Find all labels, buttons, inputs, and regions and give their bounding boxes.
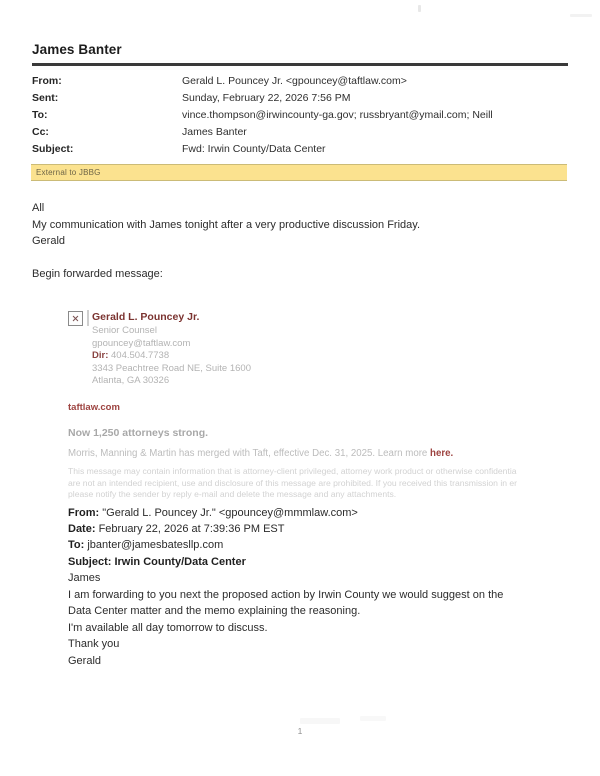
forwarded-header-label: Subject: [68, 555, 112, 568]
signature-address-line-2: Atlanta, GA 30326 [92, 375, 170, 387]
forwarded-message-body [68, 570, 548, 670]
merger-learn-more-link[interactable]: here. [430, 448, 454, 459]
header-row-from [32, 74, 572, 90]
external-sender-banner [31, 164, 567, 181]
title-divider [32, 63, 568, 66]
disclaimer-line: please notify the sender by reply e-mail and delete the message and any attachments. [68, 489, 397, 500]
email-header-fields [32, 74, 572, 159]
page-number: 1 [297, 726, 303, 736]
body-line: My communication with James tonight after a very productive discussion Friday. [32, 218, 421, 231]
forwarded-header-value: jbanter@jamesbatesllp.com [87, 539, 224, 552]
body-line: James [68, 572, 101, 584]
signature-details [92, 325, 568, 388]
scan-artifact [360, 716, 386, 721]
scan-artifact [300, 718, 340, 724]
header-label: Sent: [32, 92, 59, 104]
email-signature-block [68, 310, 568, 388]
signature-phone-number: 404.504.7738 [111, 350, 170, 362]
header-row-cc [32, 125, 572, 141]
forwarded-header-label: To: [68, 539, 85, 552]
body-line: Gerald [32, 235, 66, 247]
merger-notice-text: Morris, Manning & Martin has merged with Taft, effective Dec. 31, 2025. Learn more [68, 448, 431, 459]
signature-website-link[interactable]: taftlaw.com [68, 402, 120, 413]
forwarded-header-value: Irwin County/Data Center [114, 555, 246, 568]
header-row-subject [32, 142, 572, 158]
confidentiality-disclaimer [68, 466, 600, 501]
forwarded-header-row-subject [68, 554, 358, 570]
forwarded-header-label: From: [68, 507, 100, 519]
signature-accent-bar [87, 310, 89, 326]
signature-job-title: Senior Counsel [92, 325, 157, 336]
body-line: Data Center matter and the memo explaining the reasoning. [68, 605, 361, 618]
external-sender-banner-label: External to JBBG [36, 168, 101, 177]
signature-merger-notice [68, 448, 453, 459]
signature-phone-label: Dir: [92, 350, 109, 362]
signature-tagline: Now 1,250 attorneys strong. [68, 427, 209, 439]
disclaimer-line: are not an intended recipient, use and disclosure of this message are prohibited. If you received this transmission in er [68, 477, 518, 488]
signature-name: Gerald L. Pouncey Jr. [92, 311, 200, 323]
body-line: I'm available all day tomorrow to discuss. [68, 621, 268, 634]
header-label: Cc: [32, 126, 49, 138]
header-value: Fwd: Irwin County/Data Center [182, 143, 326, 155]
forwarded-header-value: "Gerald L. Pouncey Jr." <gpouncey@mmmlaw.com> [102, 507, 358, 519]
header-label: To: [32, 109, 48, 121]
forwarded-header-row-to [68, 537, 358, 553]
signature-phone-row [92, 350, 568, 363]
header-row-sent [32, 91, 572, 107]
header-value: Sunday, February 22, 2026 7:56 PM [182, 92, 351, 104]
forwarded-header-label: Date: [68, 523, 96, 536]
body-line: Thank you [68, 638, 120, 651]
forwarded-header-value: February 22, 2026 at 7:39:36 PM EST [98, 523, 285, 536]
body-line: All [32, 202, 45, 214]
page-title: James Banter [32, 42, 122, 57]
body-line: I am forwarding to you next the proposed action by Irwin County we would suggest on the [68, 588, 504, 601]
signature-email: gpouncey@taftlaw.com [92, 337, 191, 349]
header-value: Gerald L. Pouncey Jr. <gpouncey@taftlaw.com> [182, 75, 407, 87]
broken-image-icon [68, 311, 83, 326]
disclaimer-line: This message may contain information that is attorney-client privileged, attorney work product or otherwise confidentia [68, 466, 517, 476]
header-label: Subject: [32, 143, 74, 155]
forwarded-header-row-date [68, 521, 358, 537]
forwarded-message-headers [68, 505, 358, 570]
scan-artifact [418, 5, 421, 12]
header-value: vince.thompson@irwincounty-ga.gov; russbryant@ymail.com; Neill [182, 109, 493, 121]
scan-artifact [570, 14, 592, 17]
outer-message-body [32, 200, 562, 250]
forwarded-header-row-from [68, 505, 358, 521]
header-value: James Banter [182, 126, 247, 138]
header-row-to [32, 108, 572, 124]
header-label: From: [32, 75, 62, 87]
begin-forwarded-message-label: Begin forwarded message: [32, 268, 163, 280]
signature-address-line-1: 3343 Peachtree Road NE, Suite 1600 [92, 362, 251, 374]
signature-header [68, 310, 568, 326]
body-line: Gerald [68, 654, 102, 667]
